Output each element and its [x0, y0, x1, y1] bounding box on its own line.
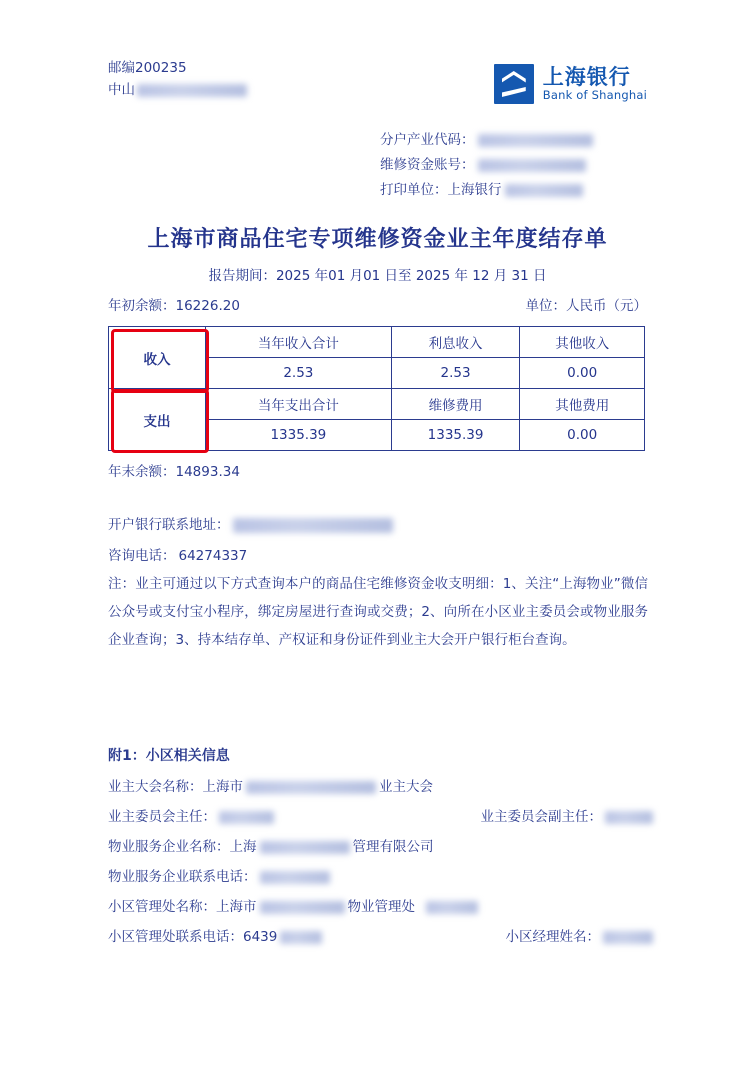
office-phone-label: 小区管理处联系电话：6439 [108, 929, 278, 945]
address-line [108, 79, 247, 101]
redacted-management-office-extra [426, 901, 478, 914]
note-paragraph: 注：业主可通过以下方式查询本户的商品住宅维修资金收支明细：1、关注“上海物业”微信公众号或支付宝小程序，绑定房屋进行查询或交费；2、向所在小区业主委员会或物业服务企业查询；3、持本结存单、产权证和身份证件到业主大会开户银行柜台查询。 [108, 576, 648, 648]
opening-balance-label: 年初余额： [108, 298, 176, 314]
expense-row-label-text: 支出 [143, 413, 171, 430]
income-header-other: 其他收入 [520, 327, 645, 358]
bank-address-label: 开户银行联系地址： [108, 517, 230, 533]
committee-chair-label: 业主委员会主任： [108, 809, 216, 825]
redacted-committee-vice-chair [605, 811, 653, 824]
expense-row-label [109, 389, 206, 451]
page-title: 上海市商品住宅专项维修资金业主年度结存单 [147, 227, 608, 252]
expense-value-other: 0.00 [520, 420, 645, 451]
postcode-line: 邮编200235 [108, 60, 187, 76]
meta-line-fund-account [380, 153, 593, 178]
table-row-expense-header [109, 389, 645, 420]
redacted-office-phone [280, 931, 322, 944]
closing-balance-label: 年末余额： [108, 464, 176, 480]
appendix-line-management-office [108, 892, 653, 922]
expense-value-maintenance: 1335.39 [391, 420, 520, 451]
redacted-address [137, 84, 247, 97]
income-value-interest: 2.53 [391, 358, 520, 389]
bank-name-block [543, 65, 647, 102]
meta-label-fund-account: 维修资金账号： [380, 157, 475, 173]
management-office-label: 小区管理处名称：上海市 [108, 899, 257, 915]
expense-header-maintenance: 维修费用 [391, 389, 520, 420]
owners-assembly-label: 业主大会名称：上海市 [108, 779, 243, 795]
appendix-line-property-company [108, 832, 653, 862]
redacted-community-manager [603, 931, 653, 944]
meta-line-print-unit [380, 178, 593, 203]
redacted-property-company [260, 841, 350, 854]
owners-assembly-suffix: 业主大会 [379, 779, 433, 795]
expense-header-total: 当年支出合计 [206, 389, 392, 420]
bank-name-en: Bank of Shanghai [542, 88, 647, 103]
appendix-line-office-phone [108, 922, 653, 952]
meta-label-product-code: 分户产业代码： [380, 132, 475, 148]
bank-name-cn: 上海银行 [542, 65, 631, 90]
expense-value-total: 1335.39 [206, 420, 392, 451]
appendix-title: 附1：小区相关信息 [108, 748, 230, 764]
opening-balance-value: 16226.20 [175, 298, 240, 314]
redacted-management-office [260, 901, 345, 914]
appendix-line-committee-chair [108, 802, 653, 832]
phone-value: 64274337 [178, 548, 248, 564]
redacted-bank-address [233, 518, 393, 533]
redacted-owners-assembly [246, 781, 376, 794]
address-prefix: 中山 [108, 82, 135, 98]
income-value-other: 0.00 [520, 358, 645, 389]
opening-balance-row [108, 294, 647, 314]
property-company-label: 物业服务企业名称：上海 [108, 839, 257, 855]
expense-header-other: 其他费用 [520, 389, 645, 420]
income-row-label-text: 收入 [143, 351, 171, 368]
redacted-product-code [478, 134, 593, 147]
management-office-suffix: 物业管理处 [347, 899, 415, 915]
opening-balance [108, 294, 240, 314]
bank-of-shanghai-mark-icon [494, 64, 534, 104]
committee-vice-chair-group [481, 802, 654, 832]
bank-logo [494, 64, 647, 104]
contact-block [108, 510, 648, 572]
bank-address-line [108, 510, 648, 541]
community-manager-label: 小区经理姓名： [505, 929, 600, 945]
committee-vice-chair-label: 业主委员会副主任： [480, 809, 602, 825]
meta-label-print-unit: 打印单位：上海银行 [380, 182, 502, 198]
report-period: 报告期间：2025 年01 月01 日至 2025 年 12 月 31 日 [208, 268, 547, 284]
redacted-committee-chair [219, 811, 274, 824]
currency-unit: 单位：人民币（元） [525, 298, 647, 314]
property-phone-label: 物业服务企业联系电话： [108, 869, 257, 885]
income-row-label [109, 327, 206, 389]
summary-table [108, 326, 645, 451]
phone-label: 咨询电话： [108, 548, 176, 564]
appendix-block [108, 772, 653, 952]
sender-address [108, 57, 247, 101]
community-manager-group [506, 922, 654, 952]
redacted-property-phone [260, 871, 330, 884]
redacted-print-unit [505, 184, 583, 197]
appendix-line-owners-assembly [108, 772, 653, 802]
table-row-income-header [109, 327, 645, 358]
income-header-interest: 利息收入 [391, 327, 520, 358]
account-meta [380, 128, 593, 203]
closing-balance-value: 14893.34 [175, 464, 240, 480]
income-value-total: 2.53 [206, 358, 392, 389]
redacted-fund-account [478, 159, 586, 172]
closing-balance [108, 460, 240, 480]
appendix-line-property-phone [108, 862, 653, 892]
meta-line-product-code [380, 128, 593, 153]
phone-line [108, 541, 648, 572]
property-company-suffix: 管理有限公司 [352, 839, 434, 855]
income-header-total: 当年收入合计 [206, 327, 392, 358]
